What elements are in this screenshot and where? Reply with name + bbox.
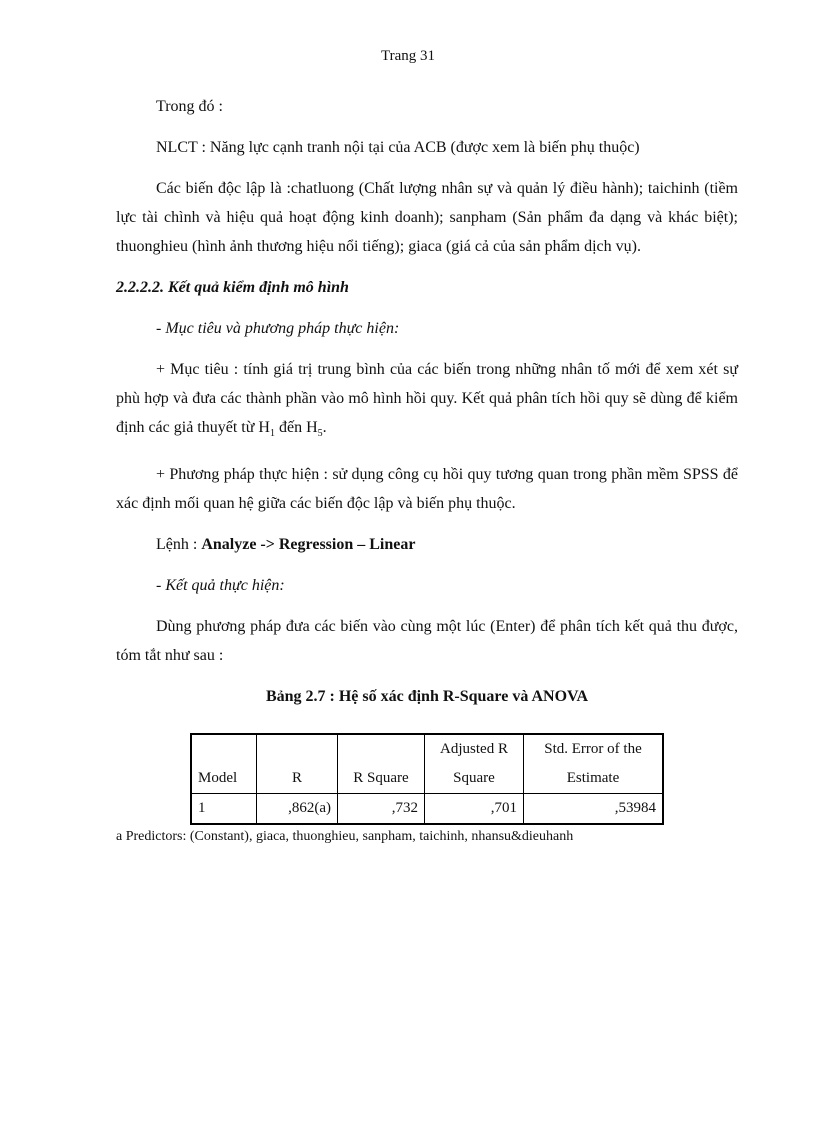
- section-heading: 2.2.2.2. Kết quả kiểm định mô hình: [116, 279, 349, 296]
- paragraph-method: + Phương pháp thực hiện : sử dụng công cụ hồi quy tương quan trong phần mềm SPSS để xác định mối quan hệ giữa các biến độc lập và biến phụ thuộc.: [116, 466, 738, 513]
- paragraph-objective: [116, 355, 738, 448]
- objective-text: + Mục tiêu : tính giá trị trung bình của các biến trong những nhân tố mới để xem xét sự phù hợp và đưa các thành phần vào mô hình hồi quy. Kết quả phân tích hồi quy sẽ dùng để kiểm định các giả thuyết từ H: [116, 361, 738, 436]
- model-summary-table: [190, 733, 664, 825]
- header-cell: Std. Error of the: [524, 734, 664, 764]
- subscript-h5: 5: [317, 428, 323, 440]
- paragraph-independent-vars: Các biến độc lập là :chatluong (Chất lượng nhân sự và quản lý điều hành); taichinh (tiềm lực tài chình và hiệu quả hoạt động kinh doanh); sanpham (Sản phẩm đa dạng và khác biệt); thuonghieu (hình ảnh thương hiệu nổi tiếng); giaca (giá cả của sản phẩm dịch vụ).: [116, 180, 738, 255]
- command-label: Lệnh :: [156, 536, 202, 554]
- table-cell: ,732: [338, 794, 425, 825]
- header-cell: Square: [425, 764, 524, 794]
- subheading-objectives: - Mục tiêu và phương pháp thực hiện:: [156, 320, 400, 337]
- paragraph-results: Dùng phương pháp đưa các biến vào cùng một lúc (Enter) để phân tích kết quả thu được, tóm tắt như sau :: [116, 618, 738, 665]
- table-cell: ,53984: [524, 794, 664, 825]
- table-cell: 1: [191, 794, 257, 825]
- page-number: Trang 31: [380, 48, 436, 64]
- header-cell: R Square: [338, 764, 425, 794]
- header-cell: [191, 734, 257, 764]
- document-body: [116, 92, 738, 845]
- subheading-results: - Kết quả thực hiện:: [156, 577, 285, 595]
- header-cell: Estimate: [524, 764, 664, 794]
- subscript-h1: 1: [269, 428, 275, 440]
- paragraph-command: [116, 530, 738, 559]
- command-value: Analyze -> Regression – Linear: [201, 536, 416, 554]
- header-cell: Model: [191, 764, 257, 794]
- table-footnote: a Predictors: (Constant), giaca, thuonghieu, sanpham, taichinh, nhansu&dieuhanh: [116, 829, 574, 845]
- header-cell: R: [257, 764, 338, 794]
- objective-end: .: [322, 419, 327, 436]
- table-header-row-bottom: [191, 764, 663, 794]
- table-row: [191, 794, 663, 825]
- header-cell: [338, 734, 425, 764]
- table-cell: ,701: [425, 794, 524, 825]
- table-header-row-top: [191, 734, 663, 764]
- header-cell: Adjusted R: [425, 734, 524, 764]
- table-caption: Bảng 2.7 : Hệ số xác định R-Square và ANOVA: [265, 688, 589, 706]
- objective-to: đến H: [274, 419, 318, 436]
- table-cell: ,862(a): [257, 794, 338, 825]
- paragraph-trong-do: Trong đó :: [156, 98, 223, 115]
- paragraph-nlct: NLCT : Năng lực cạnh tranh nội tại của ACB (được xem là biến phụ thuộc): [156, 139, 640, 156]
- header-cell: [257, 734, 338, 764]
